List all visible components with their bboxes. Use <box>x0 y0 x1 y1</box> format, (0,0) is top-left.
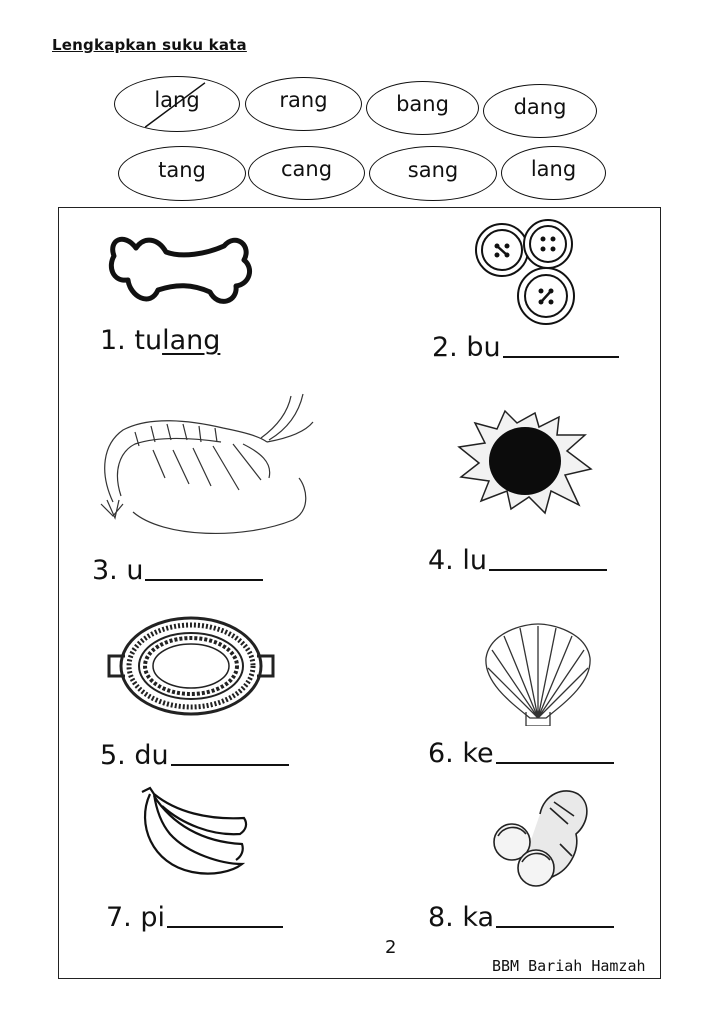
answer-blank[interactable] <box>503 354 619 358</box>
answer-blank[interactable] <box>171 762 289 766</box>
syllable-label: sang <box>407 157 459 182</box>
syllable-tang <box>118 146 246 201</box>
buttons-icon <box>472 218 582 328</box>
item-2 <box>432 332 619 363</box>
peanut-icon <box>484 784 596 896</box>
answer-blank[interactable] <box>145 577 263 581</box>
tray-icon <box>105 612 277 722</box>
hole-icon <box>455 405 595 517</box>
syllable-label: dang <box>513 95 567 119</box>
syllable-label: tang <box>158 157 206 182</box>
item-prefix: lu <box>462 545 487 576</box>
item-number: 4. <box>428 545 454 576</box>
item-number: 2. <box>432 332 458 363</box>
syllable-rang <box>245 77 362 131</box>
item-answer[interactable]: lang <box>162 325 221 356</box>
syllable-lang-used <box>114 76 240 132</box>
syllable-label: lang <box>154 88 200 112</box>
author-credit: BBM Bariah Hamzah <box>492 957 646 975</box>
syllable-lang <box>501 146 606 200</box>
syllable-sang <box>369 146 497 201</box>
item-prefix: du <box>134 740 169 771</box>
item-1 <box>100 325 220 356</box>
syllable-dang <box>483 84 597 138</box>
item-5 <box>100 740 289 771</box>
answer-blank[interactable] <box>496 924 614 928</box>
item-prefix: ka <box>462 902 495 933</box>
item-number: 3. <box>92 555 118 586</box>
syllable-label: rang <box>279 88 328 112</box>
item-prefix: bu <box>466 332 501 363</box>
answer-blank[interactable] <box>496 760 614 764</box>
item-3 <box>92 555 263 586</box>
syllable-bang <box>366 81 479 135</box>
shrimp-icon <box>93 392 315 542</box>
shell-icon <box>480 622 596 726</box>
syllable-label: cang <box>280 157 333 181</box>
bone-icon <box>106 226 254 312</box>
item-4 <box>428 545 607 576</box>
item-prefix: u <box>126 555 144 586</box>
answer-blank[interactable] <box>167 924 283 928</box>
syllable-label: bang <box>396 92 449 116</box>
syllable-cang <box>248 146 365 200</box>
item-8 <box>428 902 614 933</box>
item-number: 6. <box>428 738 454 769</box>
page-number: 2 <box>385 937 397 958</box>
item-number: 1. <box>100 325 126 356</box>
syllable-label: lang <box>530 157 577 181</box>
item-7 <box>106 902 283 933</box>
worksheet-title: Lengkapkan suku kata <box>52 36 247 54</box>
strike-through-icon <box>115 77 239 131</box>
item-prefix: tu <box>134 325 163 356</box>
item-number: 8. <box>428 902 454 933</box>
item-prefix: pi <box>140 902 165 933</box>
item-number: 5. <box>100 740 126 771</box>
banana-icon <box>132 784 250 880</box>
answer-blank[interactable] <box>489 567 607 571</box>
item-6 <box>428 738 614 769</box>
item-prefix: ke <box>462 738 494 769</box>
item-number: 7. <box>106 902 132 933</box>
